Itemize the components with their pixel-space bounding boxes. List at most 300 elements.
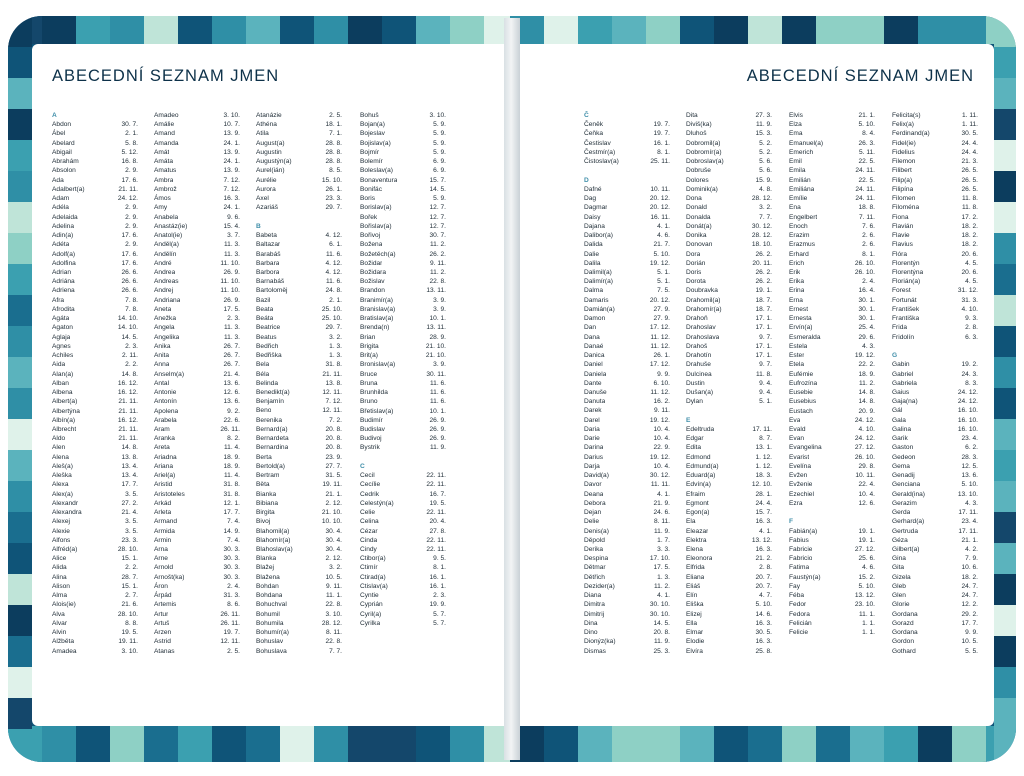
- name-day-date: 25. 6.: [858, 555, 875, 563]
- name-text: Danuše: [584, 389, 607, 397]
- letter-section-header: A: [52, 112, 57, 119]
- name-day-row: [686, 231, 772, 240]
- name-day-date: 9. 9.: [657, 370, 670, 378]
- name-day-row: [789, 268, 875, 277]
- name-day-date: 3. 5.: [125, 527, 138, 535]
- name-day-date: 5. 10.: [755, 601, 772, 609]
- mosaic-tile: [994, 357, 1016, 388]
- name-text: Dalida: [584, 241, 603, 249]
- name-day-row: [892, 194, 978, 203]
- name-day-row: [256, 453, 342, 462]
- name-text: Bonaventura: [360, 176, 398, 184]
- mosaic-tile: [994, 450, 1016, 481]
- name-day-date: 15. 10.: [321, 176, 342, 184]
- name-day-date: 26. 7.: [223, 352, 240, 360]
- name-day-date: 30. 4.: [325, 546, 342, 553]
- name-text: Féba: [789, 592, 805, 600]
- mosaic-tile: [994, 698, 1016, 729]
- name-day-row: [154, 213, 240, 222]
- mosaic-tile: [8, 636, 32, 667]
- name-day-row: [584, 148, 670, 157]
- name-day-date: 4. 3.: [965, 499, 978, 507]
- name-text: Bratislav(a): [360, 315, 394, 323]
- name-text: Budivoj: [360, 435, 382, 443]
- name-day-date: 2. 9.: [125, 222, 138, 230]
- name-text: Dan: [584, 324, 597, 332]
- name-text: Filemon: [892, 158, 916, 166]
- name-column: [686, 111, 772, 656]
- letter-section-header: B: [256, 222, 261, 230]
- mosaic-tile: [994, 16, 1016, 47]
- name-day-date: 7. 12.: [223, 176, 240, 184]
- name-day-row: [360, 379, 446, 388]
- name-day-row: [154, 397, 240, 406]
- name-text: Daisy: [584, 213, 601, 221]
- name-text: Afrodita: [52, 305, 75, 313]
- name-text: Armida: [154, 527, 175, 535]
- name-day-date: 19. 5.: [429, 499, 446, 507]
- name-day-date: 22. 11.: [426, 546, 446, 553]
- name-day-date: 16. 3.: [755, 546, 772, 553]
- name-day-row: [892, 573, 978, 582]
- name-text: Adelaida: [52, 213, 78, 221]
- name-day-row: [686, 250, 772, 259]
- name-day-date: 26. 9.: [223, 296, 240, 304]
- name-text: Andrej: [154, 287, 174, 295]
- name-day-row: [789, 554, 875, 563]
- name-text: Dismas: [584, 647, 606, 655]
- name-text: Albertýna: [52, 407, 80, 415]
- name-text: Abdon: [52, 121, 72, 129]
- name-day-row: [686, 222, 772, 231]
- mosaic-tile: [8, 140, 32, 171]
- name-day-date: 9. 5.: [433, 555, 446, 563]
- name-day-row: [892, 517, 978, 526]
- name-text: Gina: [892, 555, 906, 563]
- name-day-date: 22. 11.: [426, 536, 446, 544]
- name-day-row: [892, 434, 978, 443]
- name-text: Bojan(a): [360, 121, 385, 129]
- mosaic-tile: [8, 233, 32, 264]
- name-text: Artur: [154, 610, 169, 618]
- name-day-row: [686, 213, 772, 222]
- name-day-date: 1. 7.: [657, 536, 670, 544]
- name-day-row: [154, 536, 240, 545]
- name-text: Gaston: [892, 444, 914, 452]
- mosaic-tile: [994, 729, 1016, 760]
- name-day-date: 2. 12.: [325, 499, 342, 507]
- name-day-date: 16. 12.: [117, 416, 138, 424]
- name-day-date: 10. 11.: [855, 472, 875, 480]
- name-day-row: [892, 563, 978, 572]
- name-day-date: 11. 12.: [650, 389, 670, 397]
- name-day-date: 10. 4.: [653, 425, 670, 433]
- name-day-date: 19. 12.: [854, 352, 875, 360]
- name-day-row: [256, 499, 342, 508]
- name-day-row: [52, 129, 138, 138]
- name-day-row: [154, 166, 240, 175]
- name-day-row: [360, 582, 446, 591]
- name-day-row: [256, 259, 342, 268]
- name-text: Arkád: [154, 499, 172, 507]
- name-text: Dafné: [584, 185, 602, 193]
- name-day-row: [584, 637, 670, 646]
- name-day-row: [892, 628, 978, 637]
- name-day-date: 24. 1.: [223, 204, 240, 212]
- name-text: Danuta: [584, 398, 606, 406]
- name-day-date: 10. 4.: [653, 435, 670, 443]
- name-day-date: 11. 3.: [223, 250, 240, 258]
- name-text: Filibert: [892, 167, 912, 175]
- name-day-row: [52, 443, 138, 452]
- mosaic-tile: [144, 16, 178, 44]
- name-day-date: 21. 1.: [325, 490, 342, 498]
- name-day-date: 1. 3.: [329, 352, 342, 360]
- name-day-row: [789, 471, 875, 480]
- name-day-date: 7. 5.: [657, 287, 670, 295]
- name-day-row: [360, 268, 446, 277]
- name-text: Alena: [52, 453, 69, 461]
- name-text: Filipína: [892, 185, 914, 193]
- name-text: Adalbert(a): [52, 185, 85, 193]
- name-day-row: [892, 406, 978, 415]
- name-day-date: 8. 6.: [227, 601, 240, 609]
- name-day-row: [789, 314, 875, 323]
- name-day-row: [256, 305, 342, 314]
- name-text: Adolf(a): [52, 250, 76, 258]
- name-day-row: [256, 536, 342, 545]
- name-day-row: [52, 563, 138, 572]
- name-day-row: [892, 240, 978, 249]
- name-day-date: 15. 7.: [429, 176, 446, 184]
- name-day-date: 21. 4.: [121, 509, 138, 517]
- name-day-row: [584, 203, 670, 212]
- name-day-date: 5. 10.: [961, 481, 978, 489]
- name-day-row: [154, 148, 240, 157]
- name-day-row: [789, 176, 875, 185]
- name-day-row: [154, 111, 240, 120]
- name-text: Emanuel(a): [789, 139, 824, 147]
- name-day-row: [360, 314, 446, 323]
- name-day-row: [584, 314, 670, 323]
- name-day-row: [52, 250, 138, 259]
- name-text: Dina: [584, 619, 598, 627]
- name-text: Alida: [52, 564, 67, 572]
- name-day-date: 10. 5.: [961, 638, 978, 646]
- name-day-row: [154, 157, 240, 166]
- name-text: Božislav: [360, 278, 385, 286]
- name-day-date: 3. 9.: [433, 296, 446, 304]
- name-day-date: 5. 11.: [858, 148, 875, 156]
- name-text: Erazmus: [789, 241, 816, 249]
- name-day-row: [360, 425, 446, 434]
- name-day-row: [584, 406, 670, 415]
- name-day-row: [686, 443, 772, 452]
- name-text: Božena: [360, 241, 383, 249]
- name-text: Bohumil: [256, 610, 280, 618]
- name-day-date: 20. 4.: [429, 518, 446, 526]
- name-day-date: 2. 8.: [965, 324, 978, 332]
- name-text: Dimitrij: [584, 610, 605, 618]
- name-day-row: [360, 185, 446, 194]
- name-text: Fatima: [789, 564, 810, 572]
- name-text: Albena: [52, 389, 73, 397]
- name-day-row: [584, 194, 670, 203]
- name-text: Ferdinand(a): [892, 130, 930, 138]
- name-day-date: 3. 10.: [223, 112, 240, 119]
- name-day-row: [686, 120, 772, 129]
- name-day-date: 6. 1.: [329, 241, 342, 249]
- name-text: David(a): [584, 472, 609, 480]
- name-day-date: 19. 1.: [755, 287, 772, 295]
- mosaic-tile: [8, 388, 32, 419]
- name-day-row: [892, 286, 978, 295]
- name-day-date: 19. 1.: [858, 527, 875, 535]
- name-day-date: 21. 11.: [118, 407, 138, 415]
- name-text: Alexandr: [52, 499, 79, 507]
- name-day-row: [584, 296, 670, 305]
- section-spacer: [584, 166, 670, 175]
- name-text: Bohdan: [256, 582, 279, 590]
- name-day-date: 1. 12.: [755, 453, 772, 461]
- name-day-date: 2. 3.: [125, 342, 138, 350]
- mosaic-tile: [246, 16, 280, 44]
- name-day-row: [154, 203, 240, 212]
- name-text: Aurélie: [256, 176, 277, 184]
- name-day-date: 11. 10.: [220, 278, 240, 286]
- name-day-row: [154, 425, 240, 434]
- name-day-row: [686, 342, 772, 351]
- mosaic-tile: [952, 16, 986, 44]
- name-day-date: 12. 7.: [429, 213, 446, 221]
- name-day-date: 14. 6.: [755, 610, 772, 618]
- name-day-row: [686, 480, 772, 489]
- name-day-row: [892, 637, 978, 646]
- name-day-date: 2. 9.: [125, 213, 138, 221]
- name-day-date: 16. 10.: [957, 425, 978, 433]
- mosaic-tile: [8, 357, 32, 388]
- name-day-date: 28. 1.: [755, 490, 772, 498]
- name-day-date: 3. 2.: [329, 333, 342, 341]
- name-day-row: [360, 157, 446, 166]
- mosaic-tile: [8, 605, 32, 636]
- name-text: Bibiana: [256, 499, 278, 507]
- name-day-date: 8. 8.: [125, 619, 138, 627]
- name-text: Emílie: [789, 195, 808, 203]
- name-day-date: 22. 11.: [426, 472, 446, 480]
- name-day-row: [789, 213, 875, 222]
- name-day-row: [686, 527, 772, 536]
- name-day-date: 18. 1.: [325, 121, 342, 129]
- name-day-row: [584, 536, 670, 545]
- name-day-date: 16. 2.: [653, 398, 670, 406]
- name-day-date: 13. 11.: [426, 287, 446, 295]
- name-day-row: [892, 148, 978, 157]
- section-spacer: [892, 342, 978, 351]
- name-day-date: 17. 1.: [755, 315, 772, 323]
- name-day-date: 2. 8.: [759, 564, 772, 572]
- mosaic-tile: [918, 16, 952, 44]
- name-day-date: 20. 12.: [649, 195, 670, 203]
- name-text: Dorián: [686, 259, 706, 267]
- name-day-row: [154, 296, 240, 305]
- name-day-date: 4. 5.: [965, 278, 978, 286]
- name-day-row: [686, 628, 772, 637]
- name-day-date: 7. 9.: [965, 555, 978, 563]
- name-day-row: [360, 471, 446, 480]
- name-day-row: [360, 443, 446, 452]
- name-day-row: [584, 462, 670, 471]
- name-text: Debora: [584, 499, 606, 507]
- name-text: Augustin: [256, 148, 282, 156]
- name-day-date: 11. 2.: [653, 582, 670, 590]
- name-day-date: 30. 12.: [649, 472, 670, 480]
- name-text: Ernest: [789, 305, 809, 313]
- name-day-row: [52, 166, 138, 175]
- name-text: Dionýz(ka): [584, 638, 616, 646]
- name-text: Amadea: [52, 647, 77, 655]
- name-text: Anita: [154, 352, 170, 360]
- name-text: Areta: [154, 444, 170, 452]
- name-text: Děpold: [584, 536, 605, 544]
- name-day-date: 26. 11.: [220, 610, 240, 618]
- name-text: Alen: [52, 444, 66, 452]
- name-text: Gema: [892, 462, 910, 470]
- name-text: Darel: [584, 416, 600, 424]
- name-text: Bojislav(a): [360, 139, 391, 147]
- name-day-date: 3. 7.: [227, 232, 240, 240]
- name-day-date: 24. 4.: [961, 148, 978, 156]
- name-day-row: [256, 268, 342, 277]
- name-day-row: [584, 129, 670, 138]
- name-day-date: 14. 10.: [117, 315, 138, 323]
- name-day-date: 20. 8.: [653, 629, 670, 637]
- name-day-row: [686, 259, 772, 268]
- name-day-date: 30. 1.: [858, 315, 875, 323]
- name-text: Géza: [892, 536, 908, 544]
- name-text: Evarist: [789, 453, 810, 461]
- name-text: Evald: [789, 425, 806, 433]
- name-day-date: 30. 11.: [426, 370, 446, 378]
- name-day-row: [360, 545, 446, 554]
- name-text: Alexej: [52, 518, 70, 526]
- name-text: Danaé: [584, 342, 604, 350]
- name-day-row: [360, 231, 446, 240]
- name-day-row: [52, 296, 138, 305]
- name-text: Bela: [256, 361, 270, 369]
- name-text: Andreas: [154, 278, 179, 286]
- name-day-row: [256, 333, 342, 342]
- name-day-date: 9. 11.: [653, 407, 670, 415]
- name-text: Elodie: [686, 638, 705, 646]
- name-day-row: [154, 443, 240, 452]
- name-text: Adin(a): [52, 232, 74, 240]
- name-text: Frida: [892, 324, 908, 332]
- name-text: Despina: [584, 555, 609, 563]
- name-day-date: 17. 5.: [653, 564, 670, 572]
- name-text: Florentýna: [892, 268, 924, 276]
- name-day-date: 26. 6.: [121, 268, 138, 276]
- name-day-row: [789, 333, 875, 342]
- name-text: Břetislav(a): [360, 407, 394, 415]
- name-day-date: 17. 6.: [121, 232, 138, 240]
- name-day-row: [789, 591, 875, 600]
- mosaic-tile: [994, 295, 1016, 326]
- name-day-row: [154, 517, 240, 526]
- name-day-row: [686, 637, 772, 646]
- name-day-row: [789, 619, 875, 628]
- name-day-date: 30. 3.: [223, 564, 240, 572]
- name-day-date: 11. 9.: [429, 444, 446, 452]
- name-text: Eliáš: [686, 582, 701, 590]
- name-day-date: 22. 5.: [858, 176, 875, 184]
- name-day-date: 20. 8.: [325, 425, 342, 433]
- name-text: Barbara: [256, 259, 280, 267]
- name-day-row: [686, 333, 772, 342]
- name-day-date: 12. 11.: [322, 407, 342, 415]
- name-day-date: 12. 1.: [223, 499, 240, 507]
- name-day-row: [789, 600, 875, 609]
- name-day-date: 14. 8.: [121, 370, 138, 378]
- name-text: Drahoslav: [686, 324, 716, 332]
- name-text: Elena: [686, 546, 703, 553]
- name-day-date: 29. 7.: [325, 204, 342, 212]
- name-day-row: [584, 591, 670, 600]
- name-day-row: [154, 582, 240, 591]
- name-day-row: [256, 388, 342, 397]
- name-day-row: [256, 619, 342, 628]
- name-day-date: 8. 1.: [433, 564, 446, 572]
- name-text: Arnošt(ka): [154, 573, 185, 581]
- name-day-date: 16. 11.: [650, 213, 670, 221]
- name-day-date: 15. 9.: [755, 176, 772, 184]
- name-day-row: [686, 157, 772, 166]
- name-day-row: [789, 185, 875, 194]
- name-day-row: [360, 563, 446, 572]
- name-day-row: [360, 554, 446, 563]
- name-day-date: 12. 6.: [858, 499, 875, 507]
- name-day-row: [256, 443, 342, 452]
- name-day-row: [52, 370, 138, 379]
- name-text: Ctislav(a): [360, 582, 388, 590]
- name-text: Albert(a): [52, 398, 78, 406]
- name-day-row: [256, 296, 342, 305]
- name-text: Gita: [892, 564, 905, 572]
- name-day-row: [256, 379, 342, 388]
- name-day-date: 19. 5.: [121, 629, 138, 637]
- name-day-date: 5. 9.: [433, 121, 446, 129]
- name-text: Diviš(ka): [686, 121, 712, 129]
- name-text: Donald: [686, 204, 707, 212]
- name-day-row: [584, 647, 670, 656]
- name-day-row: [686, 490, 772, 499]
- name-text: Arabela: [154, 416, 177, 424]
- name-day-row: [52, 591, 138, 600]
- name-day-row: [789, 250, 875, 259]
- name-day-date: 16. 3.: [223, 195, 240, 203]
- name-day-row: [154, 462, 240, 471]
- name-day-row: [584, 563, 670, 572]
- name-day-row: [52, 120, 138, 129]
- name-text: Gedeon: [892, 453, 916, 461]
- name-day-date: 7. 7.: [759, 213, 772, 221]
- name-day-date: 17. 1.: [755, 342, 772, 350]
- name-day-date: 18. 7.: [755, 305, 772, 313]
- name-text: Gordana: [892, 610, 918, 618]
- name-text: Atila: [256, 130, 269, 138]
- mosaic-tile: [8, 419, 32, 450]
- mosaic-tile: [994, 140, 1016, 171]
